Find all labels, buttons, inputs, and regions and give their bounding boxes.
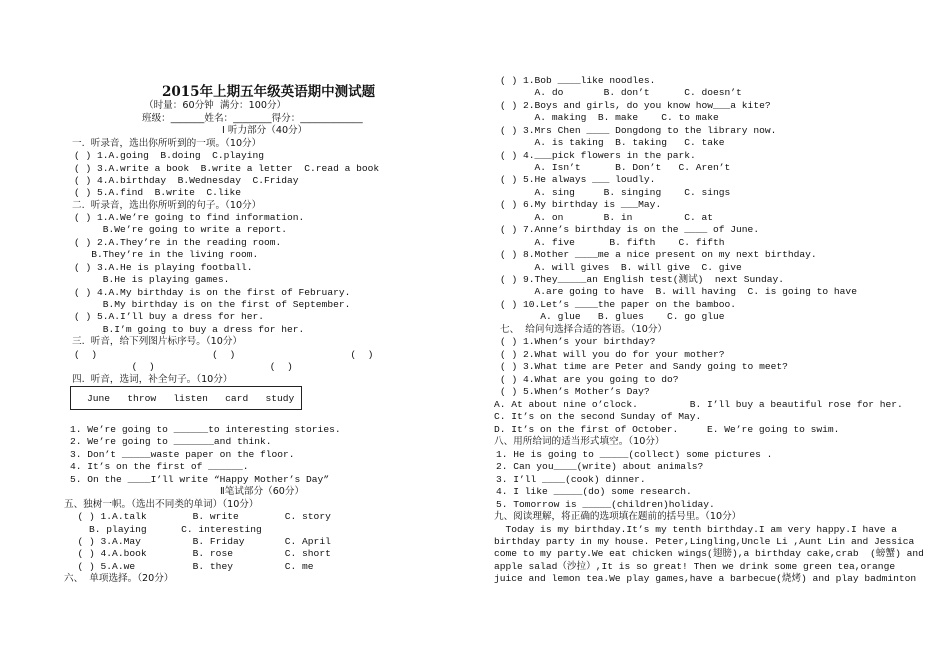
list-item: A. do B. don’t C. doesn’t <box>500 87 742 98</box>
list-item: ( ) 3.A.He is playing football. <box>74 262 253 273</box>
list-item: 3. I’ll ____(cook) dinner. <box>496 474 646 485</box>
list-item: ( ) 3.Mrs Chen ____ Dongdong to the library now. <box>500 125 777 136</box>
list-item: ( ) 1.Bob ____like noodles. <box>500 75 656 86</box>
reading-line: Today is my birthday.It’s my tenth birthday.I am very happy.I have a <box>494 524 898 535</box>
list-item: A. five B. fifth C. fifth <box>500 237 725 248</box>
reading-line: come to my party.We eat chicken wings(翅膀),a birthday cake,crab (螃蟹) and <box>494 548 924 559</box>
list-item: 1. We’re going to ______to interesting stories. <box>70 424 341 435</box>
list-item: ( ) 3.A.write a book B.write a letter C.read a book <box>74 163 380 174</box>
list-item: B.My birthday is on the first of September. <box>74 299 351 310</box>
list-item: 4. I like _____(do) some research. <box>496 486 692 497</box>
list-item: 1. He is going to _____(collect) some pictures . <box>496 449 773 460</box>
list-item: ( ) 5.A.I’ll buy a dress for her. <box>74 311 264 322</box>
list-item: B.I’m going to buy a dress for her. <box>74 324 305 335</box>
list-item: ( ) 8.Mother ____me a nice present on my next birthday. <box>500 249 817 260</box>
list-item: 4. It’s on the first of ______. <box>70 461 249 472</box>
list-item: ( ) 1.A.We’re going to find information. <box>74 212 305 223</box>
list-item: B.They’re in the living room. <box>74 249 259 260</box>
list-item: ( ) 2.What will you do for your mother? <box>500 349 725 360</box>
section7-heading: 七、 给问句选择合适的答语。（10分） <box>500 324 668 335</box>
page-title: 2015年上期五年级英语期中测试题 <box>162 84 376 100</box>
list-item: B.We’re going to write a report. <box>74 224 288 235</box>
list-item: ( ) 9.They_____an English test(测试) next Sunday. <box>500 274 785 285</box>
list-item: A. glue B. glues C. go glue <box>500 311 725 322</box>
list-item: ( ) 4.A.My birthday is on the first of February. <box>74 287 351 298</box>
list-item: A. on B. in C. at <box>500 212 714 223</box>
reading-line: juice and lemon tea.We play games,have a barbecue(烧烤) and play badminton <box>494 573 917 584</box>
list-item: A. is taking B. taking C. take <box>500 137 725 148</box>
picture-blanks-row1: ( ) ( ) ( ) <box>74 349 374 360</box>
section9-heading: 九、阅读理解，将正确的选项填在题前的括号里。（10分） <box>494 511 742 522</box>
list-item: A. Isn’t B. Don’t C. Aren’t <box>500 162 731 173</box>
time-line: （时量：60分钟 满分：100分） <box>144 100 287 111</box>
class-line: 班级：_______姓名：________得分：_____________ <box>142 113 363 124</box>
list-item: ( ) 4.___pick flowers in the park. <box>500 150 696 161</box>
section1-heading: 一. 听录音，选出你所听到的一项。（10分） <box>72 138 262 149</box>
list-item: ( ) 7.Anne’s birthday is on the ____ of June. <box>500 224 760 235</box>
section5-heading: 五、独树一帜。（选出不同类的单词）（10分） <box>64 499 259 510</box>
list-item: ( ) 5.A.find B.write C.like <box>74 187 241 198</box>
list-item: A. sing B. singing C. sings <box>500 187 731 198</box>
picture-blanks-row2: ( ) ( ) <box>74 361 293 372</box>
list-item: ( ) 5.A.we B. they C. me <box>66 561 314 572</box>
list-item: ( ) 1.A.going B.doing C.playing <box>74 150 264 161</box>
reading-line: birthday party in my house. Peter,Lingling,Uncle Li ,Aunt Lin and Jessica <box>494 536 915 547</box>
list-item: ( ) 1.When’s your birthday? <box>500 336 656 347</box>
list-item: ( ) 3.A.May B. Friday C. April <box>66 536 331 547</box>
word-bank: June throw listen card study <box>87 393 295 404</box>
list-item: ( ) 4.A.birthday B.Wednesday C.Friday <box>74 175 299 186</box>
section2-heading: 二. 听录音，选出你所听到的句子。（10分） <box>72 200 262 211</box>
list-item: A. will gives B. will give C. give <box>500 262 742 273</box>
section6-heading: 六、 单项选择。（20分） <box>64 573 174 584</box>
list-item: ( ) 5.When’s Mother’s Day? <box>500 386 650 397</box>
answer-option: A. At about nine o’clock. B. I’ll buy a beautiful rose for her. <box>494 399 903 410</box>
list-item: ( ) 1.A.talk B. write C. story <box>66 511 331 522</box>
list-item: ( ) 4.A.book B. rose C. short <box>66 548 331 559</box>
section4-heading: 四. 听音，选词，补全句子。（10分） <box>72 374 233 385</box>
part2-heading: Ⅱ笔试部分（60分） <box>220 486 305 497</box>
answer-option: D. It’s on the first of October. E. We’re going to swim. <box>494 424 840 435</box>
word-bank-box <box>70 386 302 410</box>
list-item: A.are going to have B. will having C. is going to have <box>500 286 857 297</box>
list-item: ( ) 2.Boys and girls, do you know how___a kite? <box>500 100 771 111</box>
list-item: 5. Tomorrow is _____(children)holiday. <box>496 499 715 510</box>
section3-heading: 三. 听音，给下列图片标序号。（10分） <box>72 336 243 347</box>
list-item: B.He is playing games. <box>74 274 230 285</box>
list-item: 5. On the ____I’ll write “Happy Mother’s Day” <box>70 474 330 485</box>
list-item: 2. We’re going to _______and think. <box>70 436 272 447</box>
section8-heading: 八、用所给词的适当形式填空。（10分） <box>494 436 665 447</box>
list-item: 3. Don’t _____waste paper on the floor. <box>70 449 295 460</box>
list-item: ( ) 6.My birthday is ___May. <box>500 199 662 210</box>
list-item: ( ) 2.A.They’re in the reading room. <box>74 237 282 248</box>
list-item: A. making B. make C. to make <box>500 112 719 123</box>
list-item: ( ) 3.What time are Peter and Sandy going to meet? <box>500 361 788 372</box>
list-item: B. playing C. interesting <box>66 524 262 535</box>
answer-option: C. It’s on the second Sunday of May. <box>494 411 702 422</box>
list-item: ( ) 10.Let’s ____the paper on the bamboo. <box>500 299 737 310</box>
list-item: ( ) 4.What are you going to do? <box>500 374 679 385</box>
list-item: 2. Can you____(write) about animals? <box>496 461 704 472</box>
part1-heading: Ⅰ 听力部分（40分） <box>222 125 308 136</box>
list-item: ( ) 5.He always ___ loudly. <box>500 174 656 185</box>
reading-line: apple salad（沙拉）,It is so great! Then we drink some green tea,orange <box>494 561 896 572</box>
